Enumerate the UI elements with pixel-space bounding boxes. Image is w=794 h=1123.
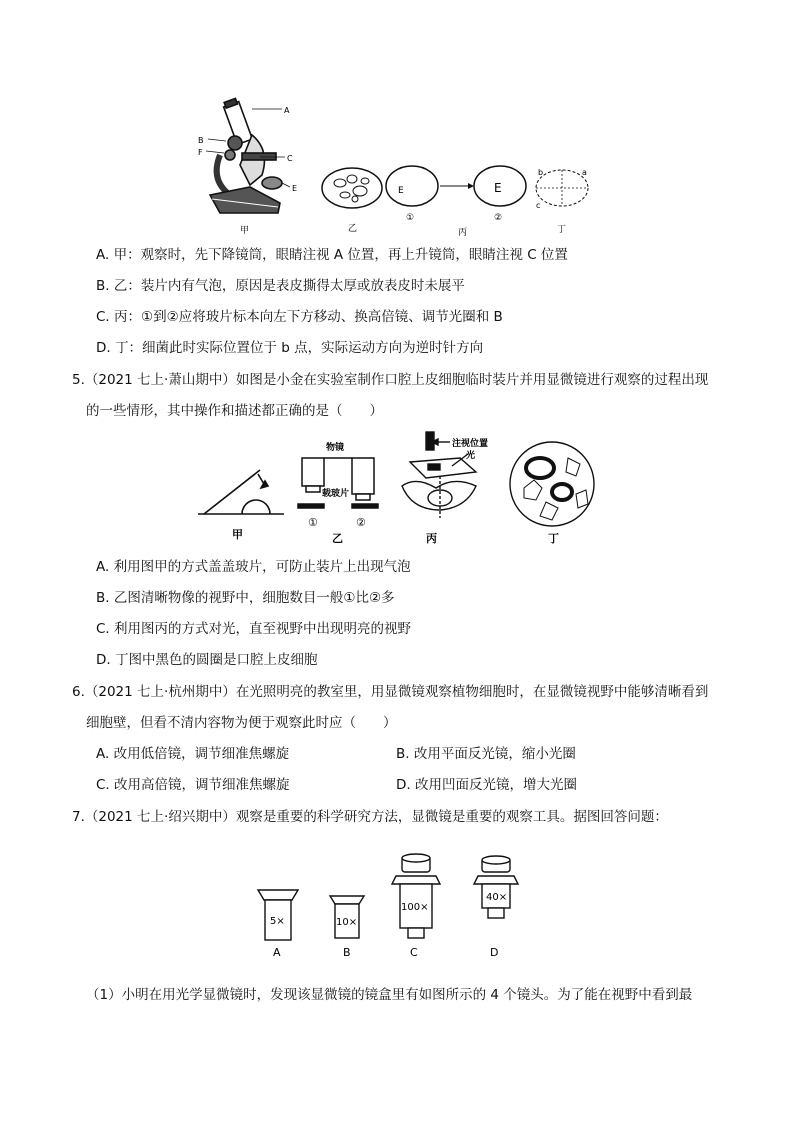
caption-ding: 丁 [557,225,567,235]
ding-label-c: c [536,201,541,210]
lens-d [474,856,518,918]
q6-option-a: A. 改用低倍镜，调节细准焦螺旋 [96,746,290,762]
label-c: C [287,154,293,163]
lens-b-label: B [343,946,351,959]
q7-sub1: （1）小明在用光学显微镜时，发现该显微镜的镜盒里有如图所示的 4 个镜头。为了能在视野中看到最 [86,987,693,1003]
label-f: F [198,148,203,157]
q5-option-d: D. 丁图中黑色的圆圈是口腔上皮细胞 [96,652,318,668]
label-b: B [198,136,204,145]
q4-option-c: C. 丙：①到②应将玻片标本向左下方移动、换高倍镜、调节光圈和 B [96,309,503,325]
q5-caption-ding: 丁 [548,532,559,545]
q5-caption-bing: 丙 [426,532,437,545]
cell-view-drawing [510,442,594,526]
q6-option-c: C. 改用高倍镜，调节细准焦螺旋 [96,777,290,793]
bacteria-view [536,170,588,206]
q4-option-d: D. 丁：细菌此时实际位置位于 b 点，实际运动方向为逆时针方向 [96,340,484,356]
q5-caption-jia: 甲 [232,528,243,541]
view-2-letter: E [494,181,502,195]
q5-stem-line2: 的一些情形，其中操作和描述都正确的是（ ） [86,403,383,419]
figure-q4 [190,95,610,240]
q4-option-b: B. 乙：装片内有气泡，原因是表皮撕得太厚或放表皮时未展平 [96,278,465,294]
caption-yi: 乙 [348,224,358,234]
label-zaibopian: 载玻片 [322,489,350,499]
lens-d-label: D [490,946,499,959]
lens-a [258,890,298,940]
lens-c-mag: 100× [401,902,429,913]
q6-stem-line2: 细胞壁，但看不清内容物为便于观察此时应（ ） [86,715,397,731]
q6-option-d: D. 改用凹面反光镜，增大光圈 [396,777,577,793]
label-guang: 光 [466,451,476,461]
figure-q7-lenses [250,848,540,963]
caption-bing: 丙 [458,228,468,238]
q5-caption-c2: ② [356,516,366,529]
label-zhushi: 注视位置 [452,439,489,449]
q5-option-c: C. 利用图丙的方式对光，直至视野中出现明亮的视野 [96,621,412,637]
q5-option-a: A. 利用图甲的方式盖盖玻片，可防止装片上出现气泡 [96,559,411,575]
q4-option-a: A. 甲：观察时，先下降镜筒，眼睛注视 A 位置，再上升镜筒，眼睛注视 C 位置 [96,247,568,263]
lens-b-mag: 10× [336,917,358,928]
caption-c2: ② [494,213,503,223]
view-1 [386,166,438,206]
coverslip-drawing [198,470,284,514]
ding-label-a: a [582,168,587,177]
lens-c [392,854,440,938]
caption-jia: 甲 [240,226,250,236]
view-1-letter: E [398,186,404,196]
label-e-mirror: E [292,184,298,193]
q5-caption-yi: 乙 [332,532,343,545]
microscope-drawing [206,98,290,213]
q7-stem-line1: 7.（2021 七上·绍兴期中）观察是重要的科学研究方法，显微镜是重要的观察工具。据图回答问题： [72,809,668,825]
lens-c-label: C [410,946,418,959]
lens-a-mag: 5× [270,916,285,927]
q5-option-b: B. 乙图清晰物像的视野中，细胞数目一般①比②多 [96,590,395,606]
lens-a-label: A [273,946,281,959]
q6-stem-line1: 6.（2021 七上·杭州期中）在光照明亮的教室里，用显微镜观察植物细胞时，在显微镜视野中能够清晰看到 [72,684,709,700]
bubble-slide-view [322,168,382,208]
ding-label-b: b [538,168,544,177]
q5-stem-line1: 5.（2021 七上·萧山期中）如图是小金在实验室制作口腔上皮细胞临时装片并用显微镜进行观察的过程出现 [72,372,709,388]
q5-caption-c1: ① [308,516,318,529]
label-a: A [284,106,290,115]
label-wujing: 物镜 [326,443,345,453]
figure-q5 [190,428,610,550]
objective-lenses-drawing [298,458,378,508]
caption-c1: ① [406,213,415,223]
lens-d-mag: 40× [486,892,508,903]
q6-option-b: B. 改用平面反光镜，缩小光圈 [396,746,576,762]
